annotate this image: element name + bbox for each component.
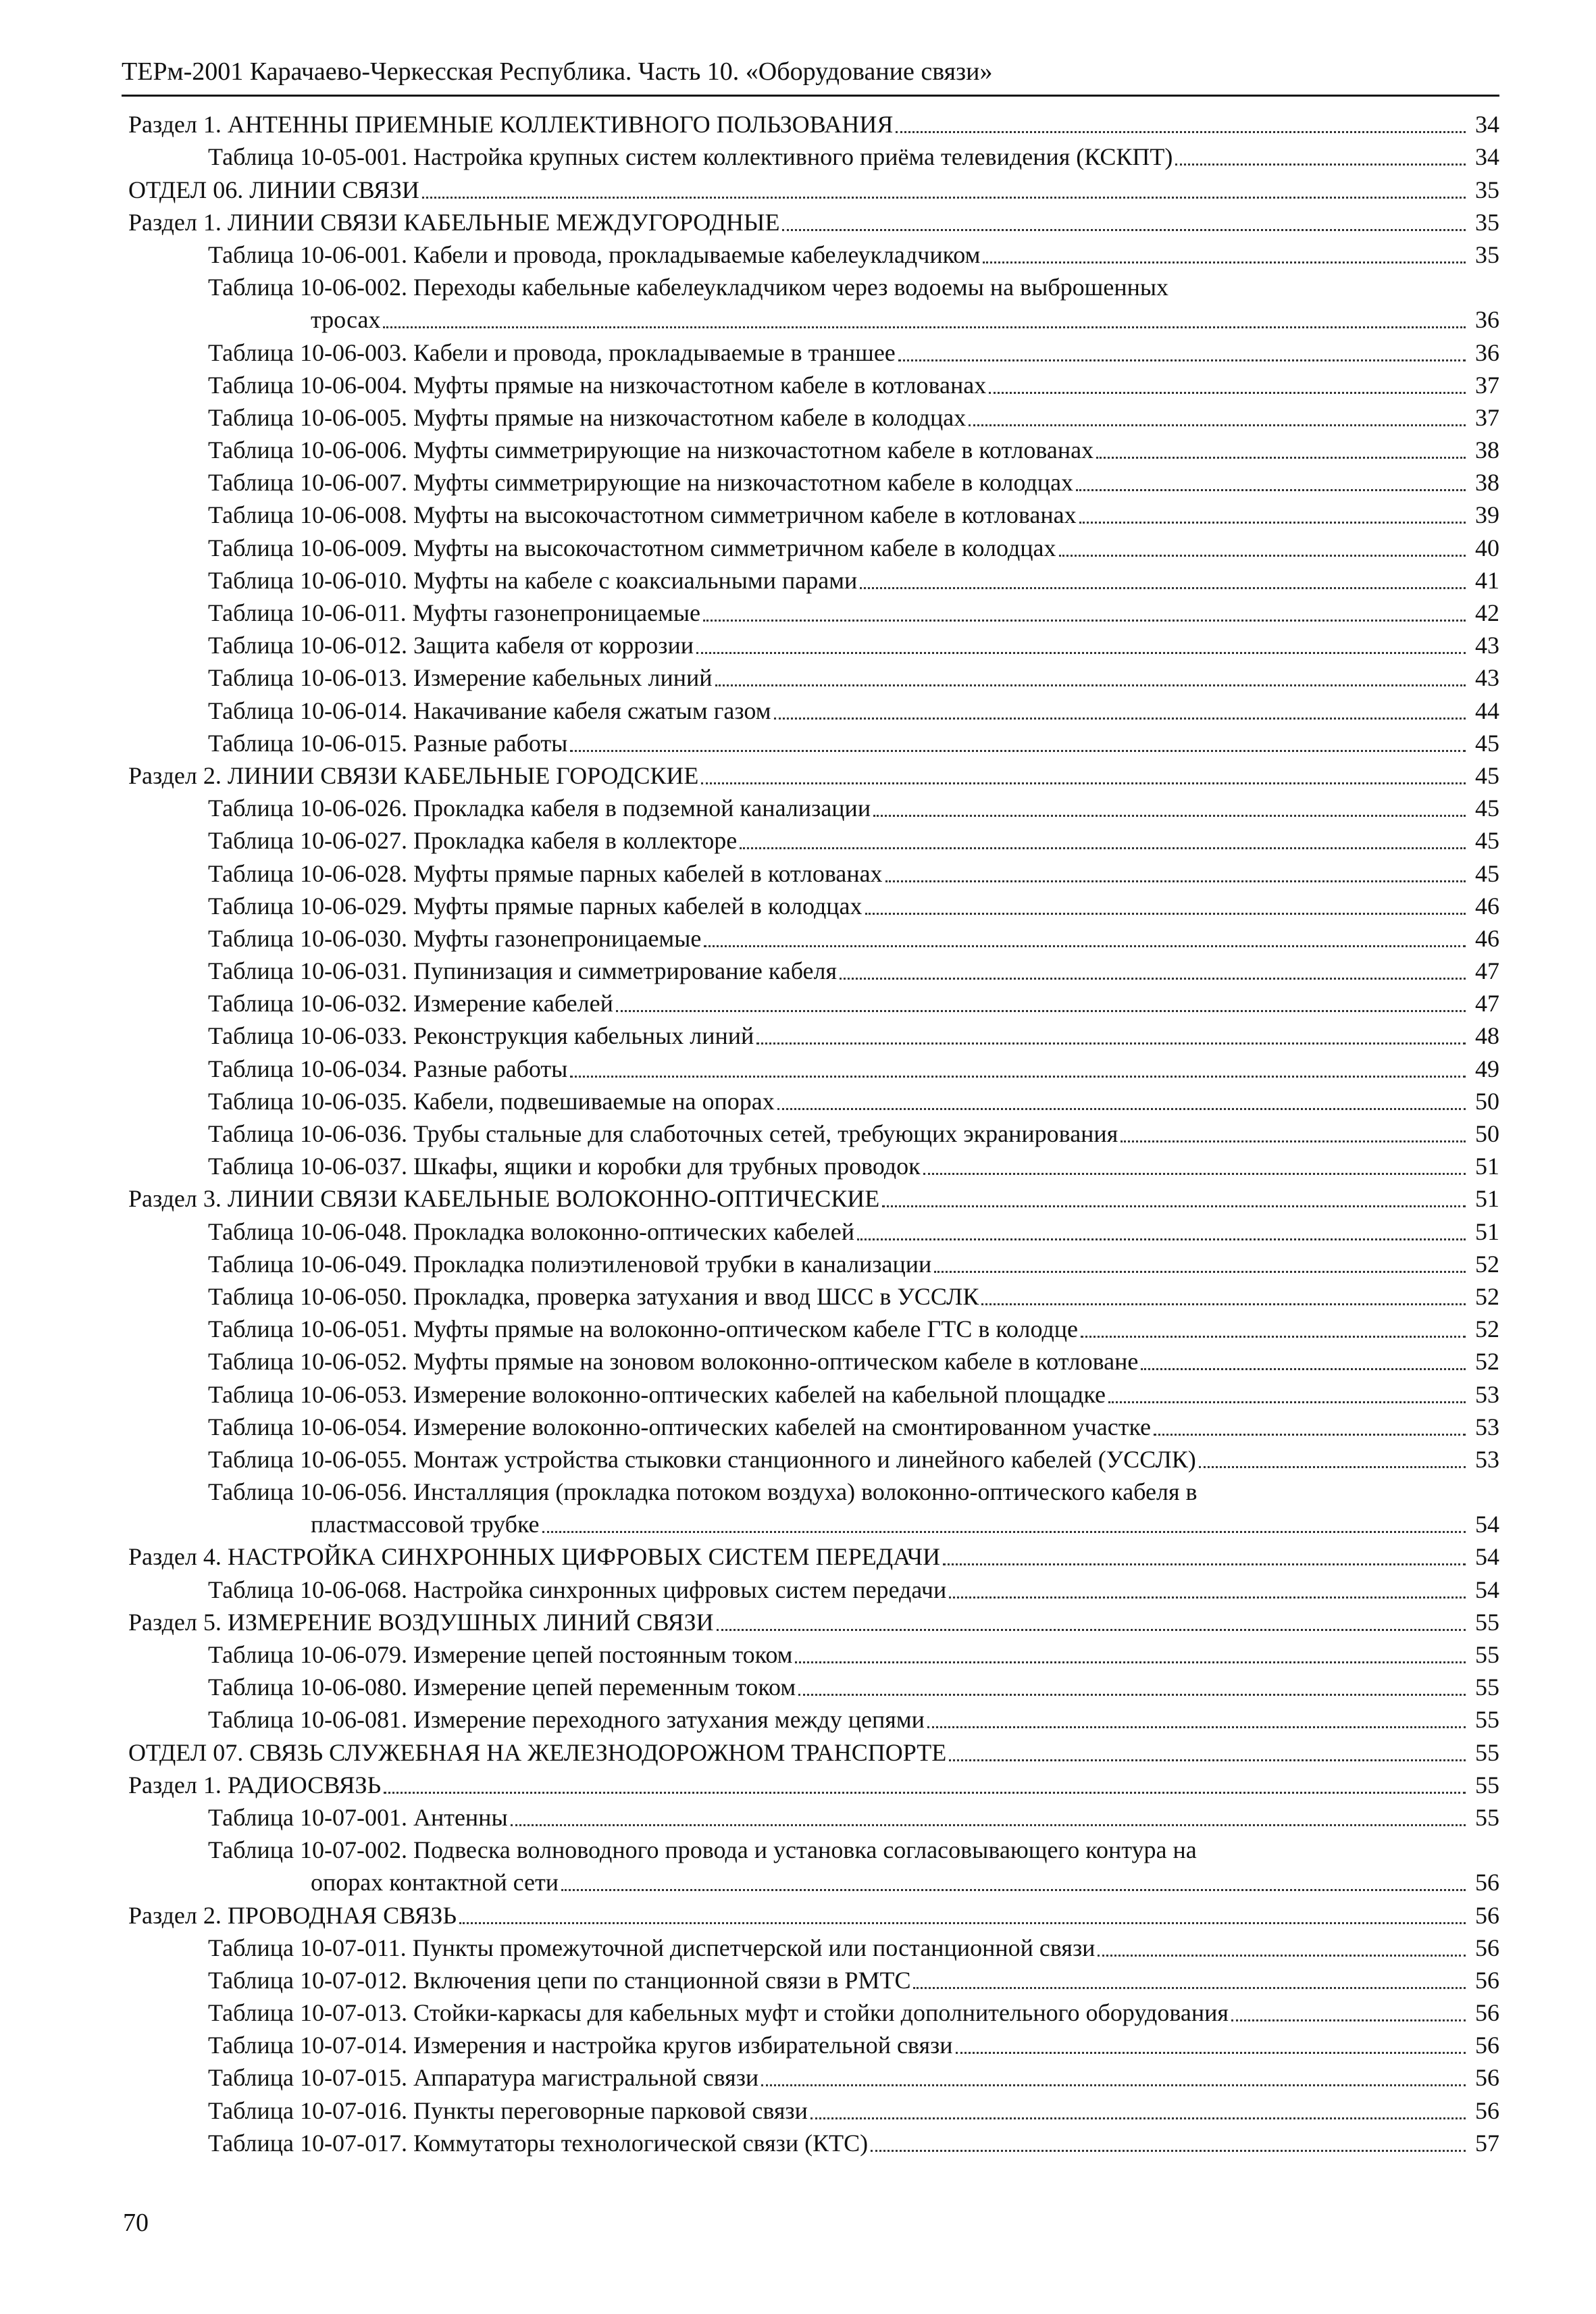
toc-entry[interactable] [128, 1702, 1499, 1734]
toc-entry-page: 46 [1475, 924, 1499, 952]
dot-leader [896, 131, 1466, 133]
toc-entry[interactable] [128, 1734, 1499, 1767]
toc-entry-title: Таблица 10-06-009. Муфты на высокочастотном симметричном кабеле в колодцах [208, 534, 1056, 561]
toc-entry-page: 56 [1475, 1869, 1499, 1896]
dot-leader [774, 718, 1466, 720]
toc-entry[interactable] [128, 1930, 1499, 1963]
toc-entry-page: 34 [1475, 111, 1499, 139]
toc-entry[interactable] [128, 1865, 1499, 1897]
toc-entry-title: Таблица 10-06-051. Муфты прямые на волоконно-оптическом кабеле ГТС в колодце [208, 1315, 1079, 1343]
toc-entry-title: Таблица 10-07-001. Антенны [208, 1803, 508, 1831]
toc-entry-title: Раздел 4. НАСТРОЙКА СИНХРОННЫХ ЦИФРОВЫХ СИСТЕМ ПЕРЕДАЧИ [128, 1543, 941, 1571]
toc-entry-page: 53 [1475, 1413, 1499, 1440]
dot-leader [898, 359, 1466, 361]
toc-entry[interactable] [128, 1116, 1499, 1149]
toc-entry-title: Таблица 10-06-036. Трубы стальные для слаботочных сетей, требующих экранирования [208, 1120, 1118, 1147]
toc-entry-page: 56 [1475, 1999, 1499, 2027]
toc-entry[interactable] [128, 2060, 1499, 2092]
toc-entry[interactable] [128, 368, 1499, 400]
toc-entry-title: Таблица 10-06-054. Измерение волоконно-оптических кабелей на смонтированном участке [208, 1413, 1152, 1440]
toc-entry[interactable] [128, 1800, 1499, 1832]
toc-entry-title: Таблица 10-06-080. Измерение цепей переменным током [208, 1674, 796, 1701]
toc-entry-page: 45 [1475, 827, 1499, 855]
toc-entry-title: Таблица 10-07-016. Пункты переговорные парковой связи [208, 2096, 808, 2124]
toc-entry-title: Раздел 1. АНТЕННЫ ПРИЕМНЫЕ КОЛЛЕКТИВНОГО ПОЛЬЗОВАНИЯ [128, 111, 894, 139]
dot-leader [865, 913, 1466, 915]
dot-leader [1096, 457, 1466, 459]
toc-entry-title: Таблица 10-06-010. Муфты на кабеле с коаксиальными парами [208, 566, 858, 594]
dot-leader [949, 1759, 1466, 1761]
toc-entry[interactable] [128, 1571, 1499, 1604]
toc-entry[interactable] [128, 107, 1499, 139]
dot-leader [983, 261, 1466, 263]
dot-leader [422, 197, 1466, 199]
toc-entry[interactable] [128, 1018, 1499, 1051]
toc-entry[interactable] [128, 237, 1499, 270]
toc-entry[interactable] [128, 334, 1499, 367]
toc-entry-title: Таблица 10-06-031. Пупинизация и симметрирование кабеля [208, 957, 838, 985]
toc-entry[interactable] [128, 1897, 1499, 1930]
toc-entry-title: Таблица 10-07-015. Аппаратура магистральной связи [208, 2064, 759, 2092]
toc-entry-title: Таблица 10-06-081. Измерение переходного затухания между цепями [208, 1706, 925, 1734]
dot-leader [570, 1076, 1466, 1078]
dot-leader [913, 1987, 1466, 1989]
toc-entry-title: Таблица 10-06-056. Инсталляция (прокладка потоком воздуха) волоконно-оптического кабеля в [208, 1478, 1198, 1506]
toc-entry[interactable] [128, 270, 1499, 302]
toc-entry-title: Таблица 10-06-035. Кабели, подвешиваемые на опорах [208, 1087, 775, 1115]
toc-entry-title: Таблица 10-06-027. Прокладка кабеля в коллекторе [208, 827, 738, 855]
dot-leader [885, 880, 1466, 882]
toc-entry-title: Таблица 10-06-032. Измерение кабелей [208, 990, 613, 1017]
dot-leader [1154, 1434, 1466, 1436]
toc-entry-title: Таблица 10-06-055. Монтаж устройства стыковки станционного и линейного кабелей (УССЛК) [208, 1445, 1196, 1473]
dot-leader [860, 587, 1466, 589]
toc-entry-title: ОТДЕЛ 07. СВЯЗЬ СЛУЖЕБНАЯ НА ЖЕЛЕЗНОДОРОЖНОМ ТРАНСПОРТЕ [128, 1738, 947, 1766]
toc-entry-title: Таблица 10-06-007. Муфты симметрирующие на низкочастотном кабеле в колодцах [208, 469, 1074, 497]
toc-entry[interactable] [128, 1963, 1499, 1995]
dot-leader [1059, 555, 1466, 557]
toc-entry[interactable] [128, 2092, 1499, 2125]
toc-entry-page: 55 [1475, 1771, 1499, 1799]
toc-entry-title: Раздел 1. РАДИОСВЯЗЬ [128, 1771, 382, 1799]
toc-entry-page: 42 [1475, 599, 1499, 626]
dot-leader [989, 392, 1466, 394]
toc-entry-title: Таблица 10-06-068. Настройка синхронных цифровых систем передачи [208, 1576, 947, 1603]
toc-entry-page: 48 [1475, 1022, 1499, 1050]
toc-entry-title: Таблица 10-05-001. Настройка крупных систем коллективного приёма телевидения (КСКПТ) [208, 143, 1173, 171]
dot-leader [873, 815, 1466, 817]
toc-entry-page: 55 [1475, 1641, 1499, 1668]
toc-entry-page: 54 [1475, 1543, 1499, 1571]
table-of-contents [128, 107, 1499, 2158]
toc-entry[interactable] [128, 660, 1499, 693]
toc-entry-title: Раздел 1. ЛИНИИ СВЯЗИ КАБЕЛЬНЫЕ МЕЖДУГОРОДНЫЕ [128, 208, 780, 236]
toc-entry-page: 50 [1475, 1087, 1499, 1115]
toc-entry-title: Таблица 10-07-017. Коммутаторы технологической связи (КТС) [208, 2129, 869, 2157]
dot-leader [795, 1661, 1466, 1663]
dot-leader [761, 2084, 1466, 2086]
toc-entry[interactable] [128, 693, 1499, 725]
toc-entry-title: Таблица 10-06-037. Шкафы, ящики и коробки для трубных проводок [208, 1153, 921, 1180]
toc-entry[interactable] [128, 758, 1499, 790]
toc-entry[interactable] [128, 1181, 1499, 1213]
toc-entry-page: 52 [1475, 1282, 1499, 1310]
toc-entry[interactable] [128, 1149, 1499, 1181]
toc-entry-page: 47 [1475, 990, 1499, 1017]
toc-entry-title: Таблица 10-07-012. Включения цепи по станционной связи в РМТС [208, 1966, 911, 1994]
toc-entry-title: Таблица 10-06-050. Прокладка, проверка затухания и ввод ШСС в УССЛК [208, 1282, 979, 1310]
toc-entry-title: Таблица 10-07-011. Пункты промежуточной диспетчерской или постанционной связи [208, 1934, 1096, 1961]
toc-entry[interactable] [128, 1344, 1499, 1376]
toc-entry[interactable] [128, 1832, 1499, 1865]
toc-entry[interactable] [128, 2126, 1499, 2158]
dot-leader [934, 1271, 1466, 1273]
dot-leader [777, 1108, 1466, 1110]
toc-entry[interactable] [128, 1311, 1499, 1344]
toc-entry-page: 52 [1475, 1250, 1499, 1278]
toc-entry-title: Раздел 2. ЛИНИИ СВЯЗИ КАБЕЛЬНЫЕ ГОРОДСКИЕ [128, 761, 699, 789]
toc-entry-page: 35 [1475, 176, 1499, 203]
toc-entry-page: 53 [1475, 1445, 1499, 1473]
toc-entry-title: опорах контактной сети [311, 1869, 559, 1896]
dot-leader [717, 1629, 1466, 1631]
toc-entry[interactable] [128, 855, 1499, 888]
toc-entry-page: 55 [1475, 1706, 1499, 1734]
toc-entry[interactable] [128, 790, 1499, 823]
dot-leader [696, 652, 1466, 654]
toc-entry-page: 56 [1475, 1901, 1499, 1929]
toc-entry[interactable] [128, 1213, 1499, 1246]
toc-entry-title: Таблица 10-07-002. Подвеска волноводного провода и установка согласовывающего контура на [208, 1836, 1197, 1864]
toc-entry-page: 56 [1475, 2032, 1499, 2059]
dot-leader [840, 978, 1466, 980]
toc-entry[interactable] [128, 726, 1499, 758]
toc-entry-title: Таблица 10-06-008. Муфты на высокочастотном симметричном кабеле в котлованах [208, 501, 1077, 529]
toc-entry-page: 45 [1475, 795, 1499, 822]
toc-entry-page: 51 [1475, 1153, 1499, 1180]
toc-entry-page: 45 [1475, 729, 1499, 757]
dot-leader [798, 1694, 1466, 1696]
toc-entry-title: Таблица 10-06-079. Измерение цепей постоянным током [208, 1641, 793, 1668]
toc-entry-page: 35 [1475, 241, 1499, 268]
dot-leader [981, 1303, 1466, 1305]
toc-entry[interactable] [128, 172, 1499, 204]
dot-leader [701, 782, 1466, 784]
toc-entry-page: 56 [1475, 2096, 1499, 2124]
dot-leader [756, 1042, 1466, 1045]
toc-entry-title: Таблица 10-07-013. Стойки-каркасы для кабельных муфт и стойки дополнительного оборудования [208, 1999, 1229, 2027]
toc-entry-page: 49 [1475, 1055, 1499, 1082]
toc-entry-title: тросах [311, 306, 381, 334]
dot-leader [923, 1173, 1466, 1175]
toc-entry-page: 55 [1475, 1674, 1499, 1701]
dot-leader [810, 2117, 1466, 2119]
toc-entry[interactable] [128, 1669, 1499, 1702]
toc-entry-title: Таблица 10-06-002. Переходы кабельные кабелеукладчиком через водоемы на выброшенных [208, 274, 1169, 301]
dot-leader [1081, 1336, 1466, 1338]
toc-entry-page: 51 [1475, 1185, 1499, 1213]
dot-leader [561, 1889, 1466, 1891]
toc-entry-title: Таблица 10-06-034. Разные работы [208, 1055, 568, 1082]
toc-entry[interactable] [128, 1051, 1499, 1083]
toc-entry-title: Раздел 5. ИЗМЕРЕНИЕ ВОЗДУШНЫХ ЛИНИЙ СВЯЗИ [128, 1608, 714, 1636]
toc-entry[interactable] [128, 2028, 1499, 2060]
toc-entry-title: Таблица 10-06-052. Муфты прямые на зоновом волоконно-оптическом кабеле в котловане [208, 1348, 1139, 1376]
toc-entry-page: 45 [1475, 859, 1499, 887]
toc-entry[interactable] [128, 205, 1499, 237]
toc-entry[interactable] [128, 1247, 1499, 1279]
dot-leader [927, 1726, 1466, 1728]
toc-entry[interactable] [128, 302, 1499, 334]
toc-entry[interactable] [128, 1279, 1499, 1311]
dot-leader [1098, 1955, 1466, 1957]
toc-entry-title: Таблица 10-06-004. Муфты прямые на низкочастотном кабеле в котлованах [208, 371, 987, 399]
toc-entry-title: Таблица 10-06-049. Прокладка полиэтиленовой трубки в канализации [208, 1250, 932, 1278]
toc-entry-page: 55 [1475, 1738, 1499, 1766]
toc-entry-title: Таблица 10-06-005. Муфты прямые на низкочастотном кабеле в колодцах [208, 403, 967, 431]
dot-leader [1199, 1466, 1466, 1468]
toc-entry-page: 38 [1475, 469, 1499, 497]
toc-entry-page: 47 [1475, 957, 1499, 985]
toc-entry[interactable] [128, 1409, 1499, 1442]
toc-entry-page: 36 [1475, 306, 1499, 334]
dot-leader [459, 1922, 1466, 1924]
toc-entry-page: 41 [1475, 566, 1499, 594]
toc-entry-title: Таблица 10-06-003. Кабели и провода, прокладываемые в траншее [208, 338, 896, 366]
dot-leader [1231, 2019, 1466, 2021]
dot-leader [704, 945, 1466, 947]
dot-leader [570, 750, 1466, 752]
toc-entry-page: 57 [1475, 2129, 1499, 2157]
dot-leader [782, 229, 1466, 231]
dot-leader [949, 1596, 1466, 1599]
toc-entry-title: Таблица 10-06-026. Прокладка кабеля в подземной канализации [208, 795, 871, 822]
toc-entry[interactable] [128, 1767, 1499, 1800]
toc-entry[interactable] [128, 1637, 1499, 1669]
toc-entry[interactable] [128, 1539, 1499, 1571]
toc-entry[interactable] [128, 1376, 1499, 1409]
toc-entry-title: пластмассовой трубке [311, 1511, 540, 1538]
toc-entry-page: 52 [1475, 1348, 1499, 1376]
toc-entry-page: 55 [1475, 1608, 1499, 1636]
toc-entry[interactable] [128, 432, 1499, 465]
dot-leader [616, 1010, 1466, 1012]
dot-leader [740, 847, 1466, 849]
toc-entry-title: Таблица 10-06-001. Кабели и провода, прокладываемые кабелеукладчиком [208, 241, 981, 268]
toc-entry-title: Таблица 10-07-014. Измерения и настройка кругов избирательной связи [208, 2032, 953, 2059]
toc-entry-title: Раздел 2. ПРОВОДНАЯ СВЯЗЬ [128, 1901, 457, 1929]
dot-leader [956, 2052, 1466, 2054]
toc-entry-page: 56 [1475, 2064, 1499, 2092]
dot-leader [703, 620, 1466, 622]
running-header: ТЕРм-2001 Карачаево-Черкесская Республика. Часть 10. «Оборудование связи» [122, 57, 993, 86]
dot-leader [1079, 522, 1466, 524]
toc-entry-page: 56 [1475, 1934, 1499, 1961]
toc-entry[interactable] [128, 1995, 1499, 2028]
toc-entry-page: 52 [1475, 1315, 1499, 1343]
toc-entry-page: 43 [1475, 632, 1499, 659]
toc-entry[interactable] [128, 823, 1499, 855]
toc-entry[interactable] [128, 986, 1499, 1018]
page-number: 70 [123, 2209, 149, 2237]
toc-entry-page: 34 [1475, 143, 1499, 171]
dot-leader [384, 1792, 1466, 1794]
toc-entry[interactable] [128, 497, 1499, 530]
toc-entry[interactable] [128, 628, 1499, 660]
toc-entry-title: Таблица 10-06-030. Муфты газонепроницаемые [208, 924, 702, 952]
toc-entry-page: 44 [1475, 697, 1499, 724]
toc-entry[interactable] [128, 888, 1499, 921]
header-divider [122, 95, 1499, 97]
toc-entry-title: Таблица 10-06-053. Измерение волоконно-оптических кабелей на кабельной площадке [208, 1380, 1106, 1408]
dot-leader [715, 684, 1466, 686]
toc-entry-title: Таблица 10-06-028. Муфты прямые парных кабелей в котлованах [208, 859, 883, 887]
toc-entry-page: 43 [1475, 664, 1499, 692]
dot-leader [1141, 1368, 1466, 1370]
toc-entry-title: Таблица 10-06-048. Прокладка волоконно-оптических кабелей [208, 1217, 854, 1245]
toc-entry[interactable] [128, 921, 1499, 953]
dot-leader [542, 1531, 1466, 1533]
toc-entry[interactable] [128, 1507, 1499, 1539]
dot-leader [943, 1563, 1466, 1565]
dot-leader [969, 424, 1466, 426]
toc-entry-title: Таблица 10-06-012. Защита кабеля от коррозии [208, 632, 694, 659]
toc-entry-page: 37 [1475, 403, 1499, 431]
toc-entry[interactable] [128, 1084, 1499, 1116]
toc-entry-page: 39 [1475, 501, 1499, 529]
toc-entry-page: 38 [1475, 436, 1499, 464]
dot-leader [882, 1205, 1466, 1207]
dot-leader [857, 1238, 1466, 1240]
toc-entry-title: Таблица 10-06-006. Муфты симметрирующие на низкочастотном кабеле в котлованах [208, 436, 1094, 464]
dot-leader [1121, 1140, 1466, 1142]
toc-entry-page: 46 [1475, 892, 1499, 920]
toc-entry-page: 55 [1475, 1803, 1499, 1831]
dot-leader [511, 1824, 1466, 1826]
toc-entry-page: 56 [1475, 1966, 1499, 1994]
dot-leader [1108, 1401, 1466, 1403]
toc-entry-title: Таблица 10-06-015. Разные работы [208, 729, 568, 757]
toc-entry-title: ОТДЕЛ 06. ЛИНИИ СВЯЗИ [128, 176, 419, 203]
toc-entry[interactable] [128, 1442, 1499, 1474]
dot-leader [1076, 489, 1466, 491]
toc-entry-page: 40 [1475, 534, 1499, 561]
toc-entry-page: 35 [1475, 208, 1499, 236]
toc-entry[interactable] [128, 465, 1499, 497]
toc-entry-page: 37 [1475, 371, 1499, 399]
toc-entry-title: Таблица 10-06-014. Накачивание кабеля сжатым газом [208, 697, 771, 724]
toc-entry-page: 53 [1475, 1380, 1499, 1408]
dot-leader [383, 326, 1466, 328]
toc-entry-page: 50 [1475, 1120, 1499, 1147]
toc-entry[interactable] [128, 595, 1499, 628]
toc-entry[interactable] [128, 139, 1499, 172]
dot-leader [871, 2150, 1466, 2152]
toc-entry-title: Таблица 10-06-033. Реконструкция кабельных линий [208, 1022, 754, 1050]
toc-entry-title: Раздел 3. ЛИНИИ СВЯЗИ КАБЕЛЬНЫЕ ВОЛОКОННО-ОПТИЧЕСКИЕ [128, 1185, 880, 1213]
toc-entry-page: 51 [1475, 1217, 1499, 1245]
toc-entry[interactable] [128, 563, 1499, 595]
toc-entry-title: Таблица 10-06-013. Измерение кабельных линий [208, 664, 713, 692]
toc-entry[interactable] [128, 953, 1499, 986]
toc-entry[interactable] [128, 1605, 1499, 1637]
toc-entry[interactable] [128, 1474, 1499, 1507]
toc-entry-page: 54 [1475, 1576, 1499, 1603]
toc-entry-title: Таблица 10-06-011. Муфты газонепроницаемые [208, 599, 701, 626]
toc-entry-title: Таблица 10-06-029. Муфты прямые парных кабелей в колодцах [208, 892, 863, 920]
toc-entry-page: 36 [1475, 338, 1499, 366]
toc-entry-page: 54 [1475, 1511, 1499, 1538]
toc-entry-page: 45 [1475, 761, 1499, 789]
toc-entry[interactable] [128, 400, 1499, 432]
toc-entry[interactable] [128, 530, 1499, 562]
dot-leader [1175, 164, 1466, 166]
